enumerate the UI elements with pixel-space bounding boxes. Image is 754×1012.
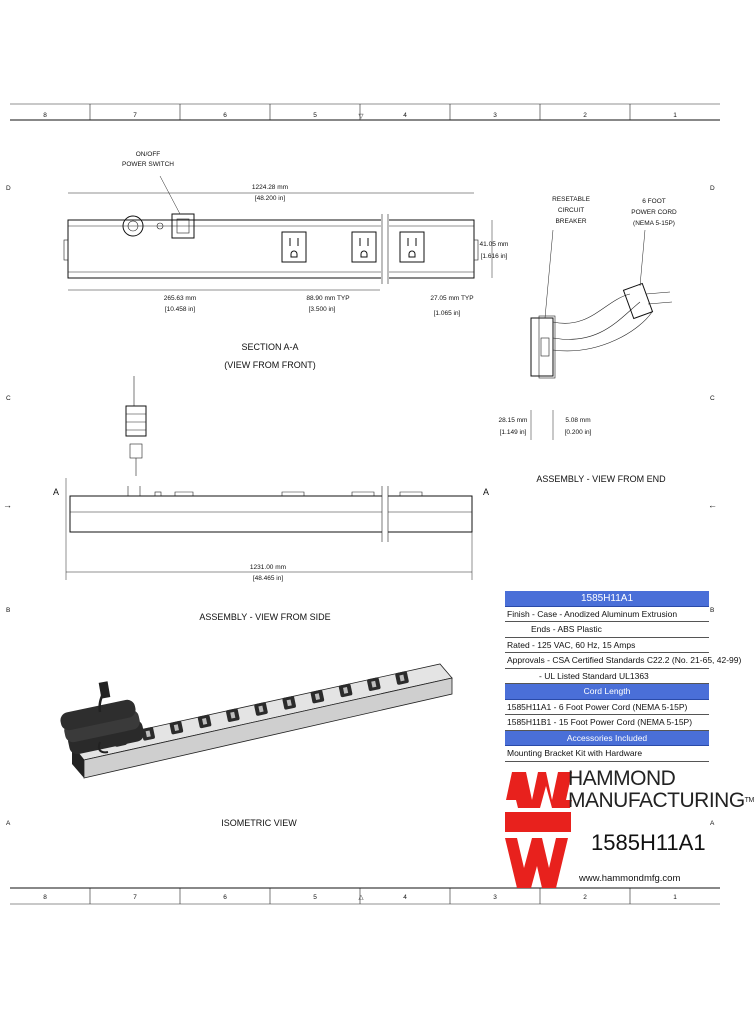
zone-label: A	[710, 820, 715, 827]
spacing-mm: 88.90 mm TYP	[306, 295, 350, 302]
end-offset-mm: 27.05 mm TYP	[430, 295, 474, 302]
spec-rated: Rated - 125 VAC, 60 Hz, 15 Amps	[505, 638, 709, 654]
cord-label-3: (NEMA 5-15P)	[633, 220, 675, 227]
depth-in: [0.200 in]	[564, 429, 592, 436]
receptacle-icon	[352, 232, 376, 262]
section-a-a-view	[64, 151, 508, 370]
hammond-logo	[505, 772, 572, 888]
zone-label: 8	[43, 894, 47, 901]
trademark: TM	[744, 797, 754, 804]
spec-finish-case: Finish - Case - Anodized Aluminum Extrusion	[505, 607, 709, 623]
zone-label: 2	[583, 112, 587, 119]
cord-length-header: Cord Length	[505, 684, 709, 700]
zone-label: 4	[403, 894, 407, 901]
part-number: 1585H11A1	[591, 830, 706, 855]
end-cap-right	[474, 240, 478, 260]
zone-label: 1	[673, 894, 677, 901]
zone-label: 3	[493, 894, 497, 901]
side-bumps	[128, 486, 422, 496]
zone-label: 1	[673, 112, 677, 119]
company-name-line-2-text: MANUFACTURING	[568, 789, 745, 812]
center-arrow-left: →	[3, 500, 12, 510]
section-subtitle: (VIEW FROM FRONT)	[224, 360, 316, 370]
isometric-view	[59, 664, 452, 828]
width-in: [1.149 in]	[499, 429, 527, 436]
end-view-title: ASSEMBLY - VIEW FROM END	[536, 474, 666, 484]
depth-mm: 5.08 mm	[565, 417, 591, 424]
section-title: SECTION A-A	[241, 342, 299, 352]
zone-label: 4	[403, 112, 407, 119]
first-offset-mm: 265.63 mm	[163, 295, 197, 302]
zone-label: D	[710, 185, 715, 192]
width-mm: 28.15 mm	[498, 417, 528, 424]
height-in: [1.616 in]	[480, 253, 508, 260]
end-view	[499, 196, 678, 484]
spec-table	[505, 591, 742, 762]
company-name	[568, 768, 754, 812]
cord-leader	[640, 230, 645, 286]
accessories-header: Accessories Included	[505, 731, 709, 747]
cord-label-2: POWER CORD	[631, 209, 677, 216]
zone-label: D	[6, 185, 11, 192]
receptacle-icon	[282, 232, 306, 262]
zone-label: 5	[313, 112, 317, 119]
switch-leader	[160, 176, 180, 214]
breaker-label-2: CIRCUIT	[557, 207, 585, 214]
section-mark-left: A	[52, 487, 60, 497]
receptacle-icon	[400, 232, 424, 262]
iso-view-title: ISOMETRIC VIEW	[221, 818, 297, 828]
company-name-line-1: HAMMOND	[568, 767, 676, 790]
zone-label: 3	[493, 112, 497, 119]
breaker-label-3: BREAKER	[555, 218, 587, 225]
break-gap	[382, 488, 388, 540]
top-zone-labels	[43, 112, 677, 120]
height-mm: 41.05 mm	[479, 241, 509, 248]
spec-title: 1585H11A1	[505, 591, 709, 607]
spec-accessory: Mounting Bracket Kit with Hardware	[505, 746, 709, 762]
breaker-leader	[545, 230, 553, 318]
spec-cord-b: 1585H11B1 - 15 Foot Power Cord (NEMA 5-15P)	[505, 715, 709, 731]
zone-label: C	[6, 395, 11, 402]
zone-label: B	[710, 607, 715, 614]
zone-label: 5	[313, 894, 317, 901]
cord-label-1: 6 FOOT	[642, 198, 666, 205]
center-arrow-right: ←	[708, 500, 717, 510]
zone-label: C	[710, 395, 715, 402]
logo-mark-bottom	[505, 838, 568, 888]
zone-label: 8	[43, 112, 47, 119]
company-name-line-2	[568, 790, 754, 812]
switch-label-2: POWER SWITCH	[122, 161, 174, 168]
zone-label: 6	[223, 112, 227, 119]
zone-ticks	[90, 104, 630, 904]
zone-label: 7	[133, 894, 137, 901]
breaker-label-1: RESETABLE	[552, 196, 590, 203]
spacing-in: [3.500 in]	[308, 306, 336, 313]
spec-finish-ends: Ends - ABS Plastic	[505, 622, 709, 638]
plug-prong	[648, 302, 672, 304]
switch-label-1: ON/OFF	[135, 151, 161, 158]
length-mm: 1231.00 mm	[249, 564, 287, 571]
website-link[interactable]: www.hammondmfg.com	[579, 873, 681, 884]
side-body-outline	[70, 496, 472, 532]
zone-label: 2	[583, 894, 587, 901]
side-view-title: ASSEMBLY - VIEW FROM SIDE	[199, 612, 331, 622]
end-cap-left	[64, 240, 68, 260]
plug-profile	[126, 376, 146, 476]
power-cord-icon	[553, 302, 640, 339]
spec-cord-a: 1585H11A1 - 6 Foot Power Cord (NEMA 5-15P)	[505, 700, 709, 716]
plug-icon	[623, 283, 652, 318]
end-offset-in: [1.065 in]	[433, 310, 461, 317]
logo-mark-top	[506, 772, 572, 808]
overall-length-mm: 1224.28 mm	[251, 184, 289, 191]
zone-label: B	[6, 607, 11, 614]
bottom-zone-labels	[43, 894, 677, 901]
zone-marker: ▽	[358, 113, 364, 120]
breaker-body	[541, 338, 549, 356]
zone-label: 6	[223, 894, 227, 901]
end-profile-outline	[531, 318, 553, 376]
overall-length-in: [48.200 in]	[254, 195, 286, 202]
logo-bar	[505, 812, 571, 832]
power-cord-icon	[553, 294, 630, 323]
first-offset-in: [10.458 in]	[164, 306, 196, 313]
spec-ul: - UL Listed Standard UL1363	[505, 669, 709, 685]
zone-marker: △	[358, 894, 364, 901]
side-view	[53, 376, 489, 622]
plug-prong	[646, 292, 670, 294]
length-in: [48.465 in]	[252, 575, 284, 582]
zone-label: 7	[133, 112, 137, 119]
spec-approvals: Approvals - CSA Certified Standards C22.2 (No. 21-65, 42-99)	[505, 653, 709, 669]
zone-label: A	[6, 820, 11, 827]
section-mark-right: A	[482, 487, 490, 497]
